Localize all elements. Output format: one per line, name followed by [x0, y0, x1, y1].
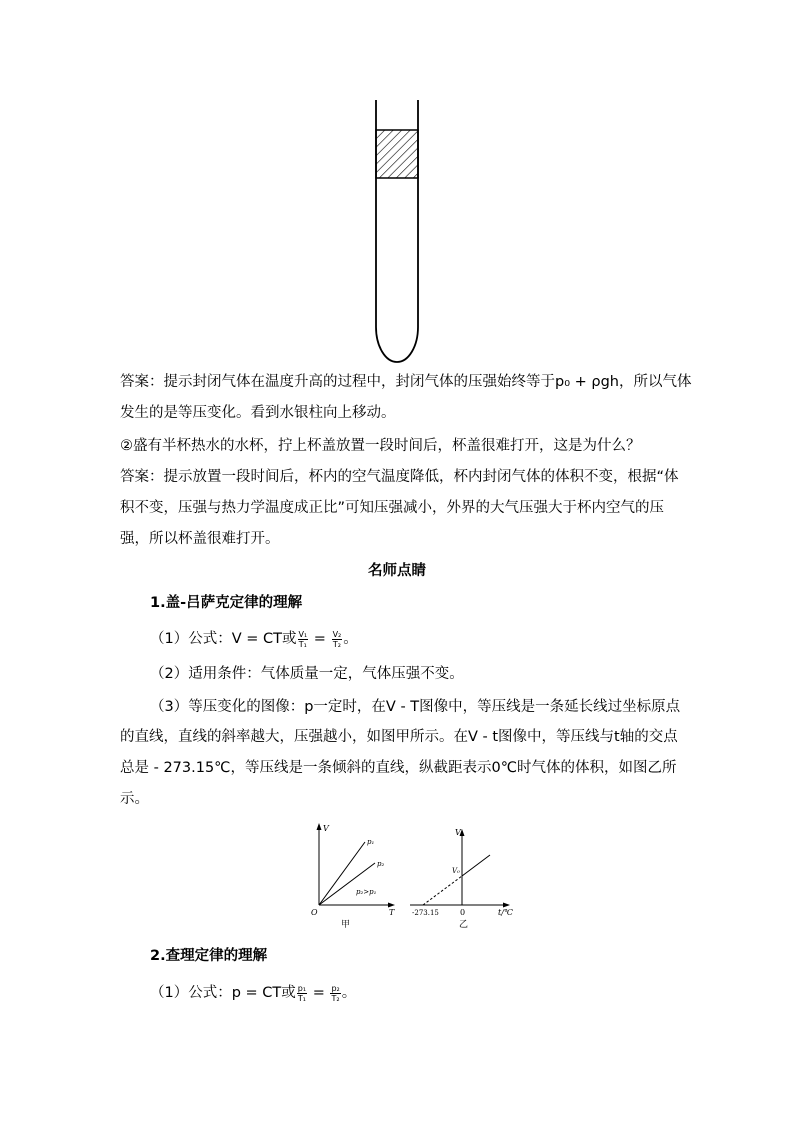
figure-jia-vt-graph [305, 820, 400, 935]
gay-lussac-graph-line4: 示。 [120, 791, 149, 807]
charles-heading: 2.查理定律的理解 [150, 948, 268, 964]
jia-p2-label: p₂ [377, 860, 385, 868]
jia-x-arrow [388, 903, 395, 908]
q2-answer-line1: 答案：提示放置一段时间后，杯内的空气温度降低，杯内封闭气体的体积不变，根据“体 [120, 469, 679, 485]
gay-lussac-condition: （2）适用条件：气体质量一定，气体压强不变。 [150, 666, 464, 682]
q1-answer-line2: 发生的是等压变化。看到水银柱向上移动。 [120, 405, 396, 421]
yi-intercept-label: V₀ [452, 867, 460, 875]
yi-caption: 乙 [459, 920, 469, 930]
formula-end: 。 [343, 631, 358, 647]
figure-yi-vt-graph [410, 820, 520, 935]
jia-x-label: T [389, 908, 395, 917]
jia-origin: O [311, 908, 318, 917]
fraction-v2-t2: $\frac{\text{V₂}}{\text{T₂}}$ [332, 629, 342, 649]
fraction-p1-t1: $\frac{\text{p₁}}{\text{T₁}}$ [297, 983, 307, 1003]
yi-y-label: V [455, 828, 461, 837]
q1-answer-line1: 答案：提示封闭气体在温度升高的过程中，封闭气体的压强始终等于p₀ + ρgh，所以气体 [120, 374, 692, 390]
yi-isobar-dashed [423, 876, 462, 905]
jia-p1-label: p₁ [367, 838, 375, 846]
gay-lussac-graph-line1: （3）等压变化的图像：p一定时，在V - T图像中，等压线是一条延长线过坐标原点 [150, 699, 681, 715]
charles-formula [150, 983, 356, 1003]
gay-lussac-graph-line3: 总是 - 273.15℃，等压线是一条倾斜的直线，纵截距表示0℃时气体的体积，如图乙所 [120, 760, 677, 776]
yi-x-intercept: -273.15 [412, 909, 439, 917]
formula-equals: = [312, 985, 325, 1001]
test-tube-diagram [360, 95, 440, 370]
formula-prefix: （1）公式：V = CT或 [150, 631, 297, 647]
fraction-p2-t2: $\frac{\text{p₂}}{\text{T₂}}$ [331, 983, 340, 1003]
gay-lussac-formula [150, 629, 358, 649]
mercury-column [376, 130, 418, 178]
formula-equals: = [313, 631, 326, 647]
jia-y-arrow [317, 823, 322, 830]
yi-x-label: t/℃ [498, 908, 513, 917]
jia-line-p2 [319, 863, 375, 905]
formula-end: 。 [341, 985, 357, 1001]
gay-lussac-graph-line2: 的直线，直线的斜率越大，压强越小，如图甲所示。在V - t图像中，等压线与t轴的交点 [120, 729, 678, 745]
jia-relation: p₂>p₁ [356, 888, 377, 896]
gay-lussac-heading: 1.盖-吕萨克定律的理解 [150, 595, 303, 611]
jia-caption: 甲 [341, 920, 351, 930]
q2-question: ②盛有半杯热水的水杯，拧上杯盖放置一段时间后，杯盖很难打开，这是为什么？ [120, 438, 641, 454]
jia-y-label: V [323, 824, 329, 833]
q2-answer-line3: 强，所以杯盖很难打开。 [120, 531, 280, 547]
formula-prefix: （1）公式：p = CT或 [150, 985, 296, 1001]
fraction-v1-t1: $\frac{\text{V₁}}{\text{T₁}}$ [298, 629, 308, 649]
q2-answer-line2: 积不变，压强与热力学温度成正比”可知压强减小，外界的大气压强大于杯内空气的压 [120, 500, 665, 516]
yi-origin: 0 [460, 908, 466, 917]
yi-x-arrow [503, 903, 510, 908]
section-title: 名师点睛 [368, 563, 426, 579]
yi-isobar-solid [462, 855, 490, 876]
